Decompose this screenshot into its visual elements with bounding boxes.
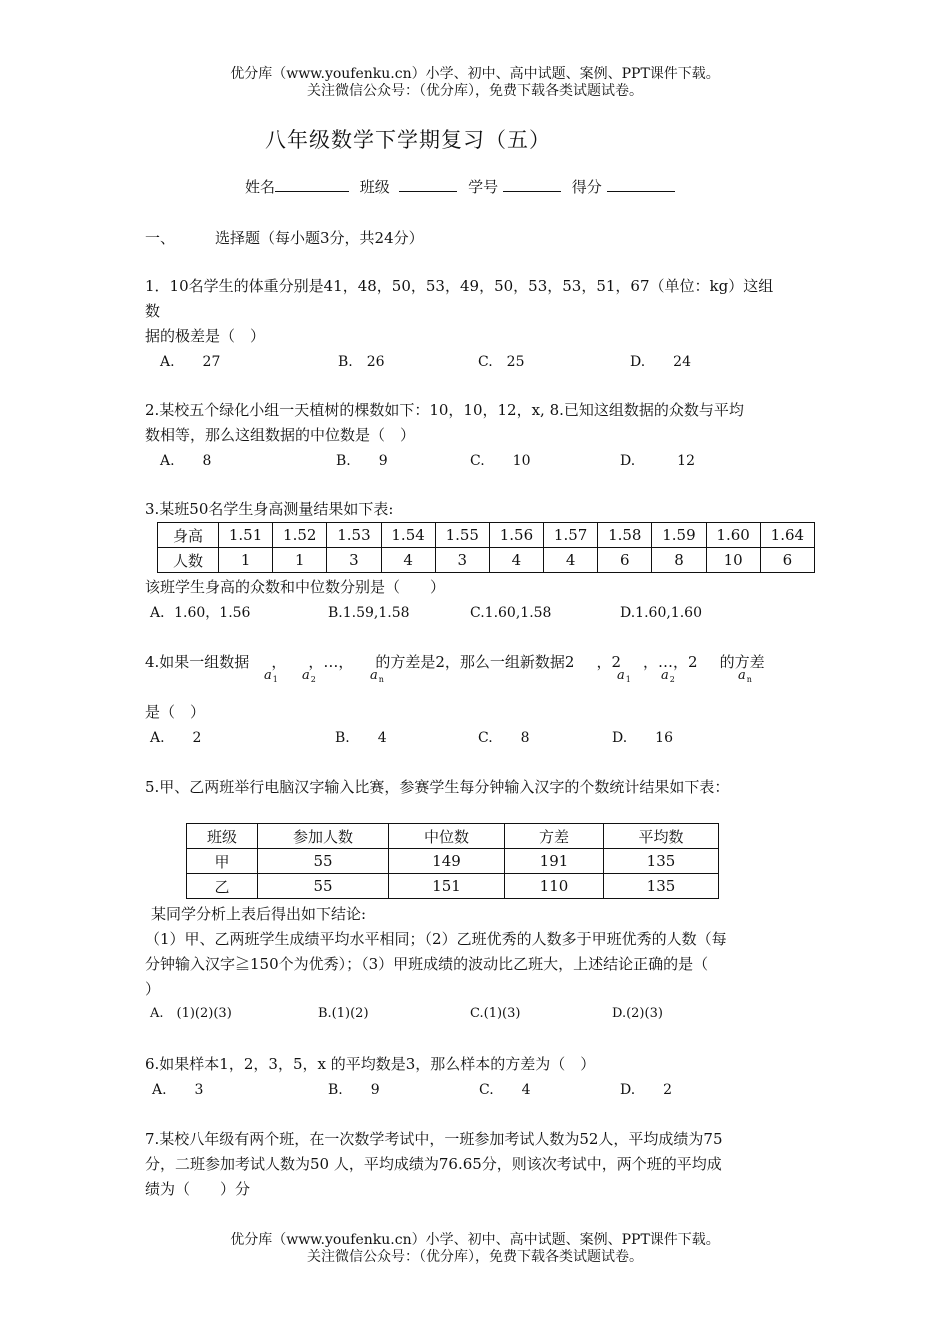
table-cell: 平均数 [604,824,719,849]
q6-option-b: B. 9 [328,1082,380,1098]
q5-line-1: 5.甲、乙两班举行电脑汉字输入比赛，参赛学生每分钟输入汉字的个数统计结果如下表： [145,778,730,796]
q3-option-a: A．1.60，1.56 [150,605,251,621]
question-6 [145,1052,815,1077]
table-cell: 甲 [187,849,258,874]
table-cell: 191 [505,849,604,874]
table-cell: 4 [544,548,598,573]
q1-option-a: A. 27 [160,354,221,370]
table-cell: 班级 [187,824,258,849]
table-cell: 1.55 [435,523,489,548]
q6-option-a: A. 3 [152,1082,204,1098]
table-cell: 1.54 [381,523,435,548]
height-table [157,522,815,573]
var-2a2: $a_2$ [661,668,675,684]
table-row [187,824,719,849]
q5-option-b: B.(1)(2) [318,1006,369,1021]
table-cell: 151 [389,874,505,899]
table-cell: 1.53 [327,523,381,548]
question-1 [145,274,815,349]
q4-option-c: C. 8 [478,730,530,746]
table-cell: 人数 [158,548,219,573]
footer-line-1: 优分库（www.youfenku.cn）小学、初中、高中试题、案例、PPT课件下载。 [230,1232,720,1248]
q2-option-a: A. 8 [160,453,212,469]
q4-two-2: 2 [611,653,621,671]
score-blank [607,177,675,192]
q5-line-2: 某同学分析上表后得出如下结论: [151,905,367,923]
q4-option-b: B. 4 [335,730,387,746]
table-cell: 方差 [505,824,604,849]
q2-option-b: B. 9 [336,453,388,469]
table-cell: 55 [258,849,389,874]
q4-line-2: 是（ ） [145,703,206,721]
table-cell: 1.57 [544,523,598,548]
table-cell: 135 [604,874,719,899]
q1-line-1: 1．10名学生的体重分别是41，48，50，53，49，50，53，53，51，67（单位：kg）这组 [145,277,774,295]
table-cell: 1.59 [652,523,706,548]
id-label: 学号 [468,178,499,196]
table-cell: 身高 [158,523,219,548]
table-cell: 参加人数 [258,824,389,849]
q1-line-2: 数 [145,302,161,320]
q6-line-1: 6.如果样本1，2，3，5，x 的平均数是3，那么样本的方差为（ ） [145,1055,596,1073]
q3-line-1: 3.某班50名学生身高测量结果如下表: [145,500,394,518]
question-7 [145,1127,815,1202]
q3-option-b: B.1.59,1.58 [328,605,410,621]
table-cell: 135 [604,849,719,874]
q5-line-5: ） [145,980,161,998]
question-2 [145,398,815,448]
q3-question [145,575,815,600]
q3-option-d: D.1.60,1.60 [620,605,702,621]
q4-part-2: 的方差是2，那么一组新数据2 [375,653,575,671]
table-cell: 1.52 [273,523,327,548]
class-label: 班级 [359,178,390,196]
q7-line-2: 分，二班参加考试人数为50 人，平均成绩为76.65分，则该次考试中，两个班的平均成 [145,1155,722,1173]
var-a2: $a_2$ [302,668,316,684]
q1-line-3: 据的极差是（ ） [145,327,266,345]
class-blank [399,177,457,192]
table-cell: 6 [598,548,652,573]
table-row [187,849,719,874]
q5-line-4: 分钟输入汉字≧150个为优秀）；（3）甲班成绩的波动比乙班大，上述结论正确的是（ [145,955,709,973]
var-an: $a_n$ [370,668,384,684]
q5-option-d: D.(2)(3) [612,1006,663,1021]
q3-line-2: 该班学生身高的众数和中位数分别是（ ） [145,578,446,596]
q5-option-a: A. (1)(2)(3) [150,1006,232,1021]
table-cell: 3 [327,548,381,573]
student-info-line [245,176,681,197]
table-cell: 4 [489,548,543,573]
table-row [187,874,719,899]
table-cell: 4 [381,548,435,573]
table-cell: 中位数 [389,824,505,849]
q5-line-3: （1）甲、乙两班学生成绩平均水平相同；（2）乙班优秀的人数多于甲班优秀的人数（每 [145,930,727,948]
header-line-1: 优分库（www.youfenku.cn）小学、初中、高中试题、案例、PPT课件下载。 [230,66,720,82]
header-line-2: 关注微信公众号：（优分库），免费下载各类试题试卷。 [307,83,643,99]
table-cell: 3 [435,548,489,573]
q4-comma-2: ， [596,653,612,671]
table-cell: 1 [273,548,327,573]
table-cell: 1 [219,548,273,573]
question-3 [145,497,815,522]
q4-dots: ，…， [308,653,354,671]
table-row [158,523,815,548]
name-label: 姓名 [245,178,276,196]
q3-option-c: C.1.60,1.58 [470,605,552,621]
table-cell: 8 [652,548,706,573]
question-4 [145,650,815,675]
section-heading [145,226,815,251]
q5-option-c: C.(1)(3) [470,1006,521,1021]
q6-option-d: D. 2 [620,1082,673,1098]
q4-two-n: 2 [688,653,698,671]
page-header [0,66,950,100]
name-blank [275,177,349,192]
table-cell: 1.60 [706,523,760,548]
section-number: 一、 [145,229,176,247]
document-title: 八年级数学下学期复习（五） [265,128,551,152]
table-cell: 1.64 [760,523,814,548]
q2-line-2: 数相等，那么这组数据的中位数是（ ） [145,426,416,444]
q4-part-3: 的方差 [719,653,765,671]
table-cell: 6 [760,548,814,573]
table-cell: 1.58 [598,523,652,548]
table-cell: 149 [389,849,505,874]
q7-line-3: 绩为（ ）分 [145,1180,251,1198]
id-blank [503,177,561,192]
competition-table [186,823,719,899]
table-cell: 乙 [187,874,258,899]
page-footer [0,1232,950,1266]
var-a1: $a_1$ [264,668,278,684]
table-cell: 1.56 [489,523,543,548]
table-cell: 10 [706,548,760,573]
section-label: 选择题（每小题3分，共24分） [215,229,424,247]
q6-option-c: C. 4 [479,1082,531,1098]
q4-dots-2: ，…， [643,653,689,671]
q4-comma: ， [271,653,287,671]
table-cell: 110 [505,874,604,899]
q7-line-1: 7.某校八年级有两个班，在一次数学考试中，一班参加考试人数为52人，平均成绩为75 [145,1130,723,1148]
q4-continuation [145,700,815,725]
q1-option-b: B. 26 [338,354,385,370]
var-2a1: $a_1$ [617,668,631,684]
table-cell: 55 [258,874,389,899]
q4-option-a: A. 2 [150,730,202,746]
q1-option-c: C. 25 [478,354,525,370]
question-5 [145,775,815,800]
q2-option-c: C. 10 [470,453,531,469]
table-cell: 1.51 [219,523,273,548]
q5-conclusions [145,902,815,1002]
footer-line-2: 关注微信公众号：（优分库），免费下载各类试题试卷。 [307,1249,643,1265]
q4-part-1: 4.如果一组数据 [145,653,250,671]
q2-option-d: D. 12 [620,453,695,469]
q4-option-d: D. 16 [612,730,673,746]
q1-option-d: D. 24 [630,354,691,370]
q2-line-1: 2.某校五个绿化小组一天植树的棵数如下：10，10，12，x, 8.已知这组数据的众数与平均 [145,401,744,419]
var-2an: $a_n$ [738,668,752,684]
score-label: 得分 [571,178,602,196]
table-row [158,548,815,573]
